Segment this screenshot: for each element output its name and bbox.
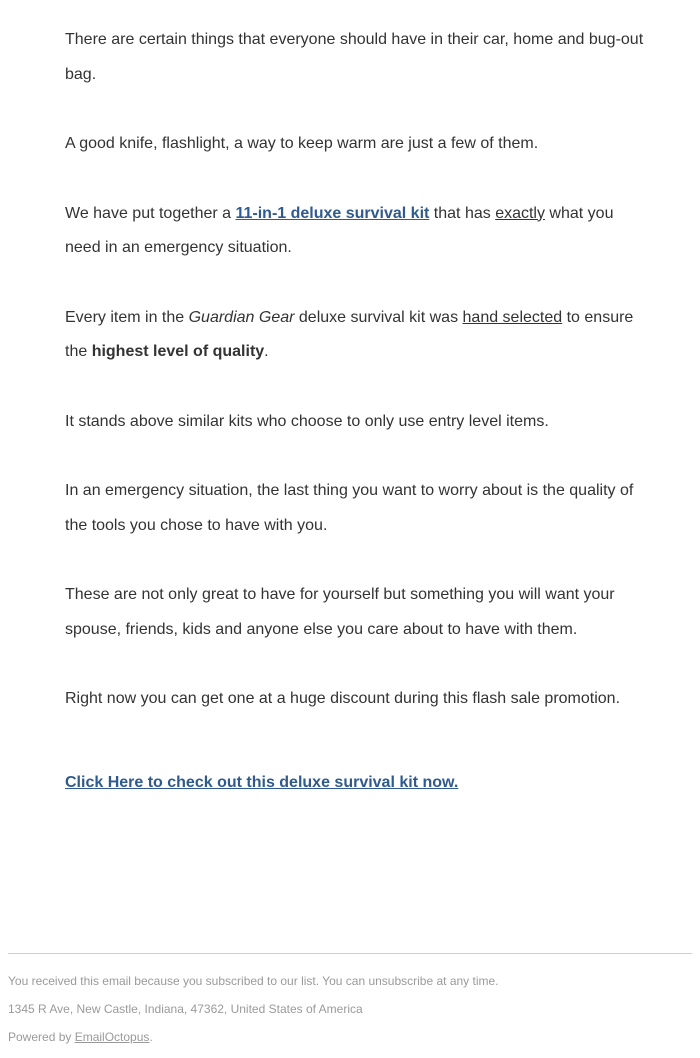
hand-selected-underlined: hand selected xyxy=(462,308,563,326)
paragraph-essentials: A good knife, flashlight, a way to keep warm are just a few of them. xyxy=(65,135,539,152)
footer-subscribed-text: You received this email because you subscribed to our list. You can unsubscribe at any time. xyxy=(8,974,499,988)
brand-name: Guardian Gear xyxy=(188,308,295,326)
exactly-underlined: exactly xyxy=(495,204,545,222)
paragraph-stands-above: It stands above similar kits who choose to only use entry level items. xyxy=(65,412,549,430)
paragraph-quality-after: . xyxy=(264,343,269,360)
footer-powered-by xyxy=(8,1026,499,1054)
paragraph-great-to-have: These are not only great to have for yourself but something you will want your spouse, friends, kids and anyone else you care about to have with them. xyxy=(65,586,615,638)
paragraph-kit-after: what you need in an emergency situation. xyxy=(65,204,614,256)
paragraph-intro: There are certain things that everyone should have in their car, home and bug-out bag. xyxy=(65,31,644,83)
paragraph-kit xyxy=(65,197,645,266)
paragraph-quality-middle: deluxe survival kit was xyxy=(294,308,463,326)
email-footer xyxy=(8,970,499,1054)
paragraph-kit-before: We have put together a xyxy=(65,204,236,222)
footer-address: 1345 R Ave, New Castle, Indiana, 47362, United States of America xyxy=(8,1002,363,1016)
emailoctopus-link[interactable]: EmailOctopus xyxy=(74,1030,150,1044)
paragraph-kit-middle: that has xyxy=(429,204,496,222)
footer-divider xyxy=(8,953,692,954)
email-body xyxy=(65,23,645,752)
powered-by-suffix: . xyxy=(149,1030,153,1044)
paragraph-discount: Right now you can get one at a huge discount during this flash sale promotion. xyxy=(65,690,621,707)
quality-bold: highest level of quality xyxy=(91,343,265,360)
cta-link[interactable]: Click Here to check out this deluxe survival kit now. xyxy=(65,774,459,791)
paragraph-emergency: In an emergency situation, the last thing you want to worry about is the quality of the tools you chose to have with you. xyxy=(65,482,634,534)
paragraph-quality-before: Every item in the xyxy=(65,308,189,326)
paragraph-quality xyxy=(65,301,645,370)
survival-kit-link[interactable]: 11-in-1 deluxe survival kit xyxy=(235,204,430,222)
paragraph-quality-middle2: to ensure the xyxy=(65,308,634,360)
powered-by-prefix: Powered by xyxy=(8,1030,75,1044)
